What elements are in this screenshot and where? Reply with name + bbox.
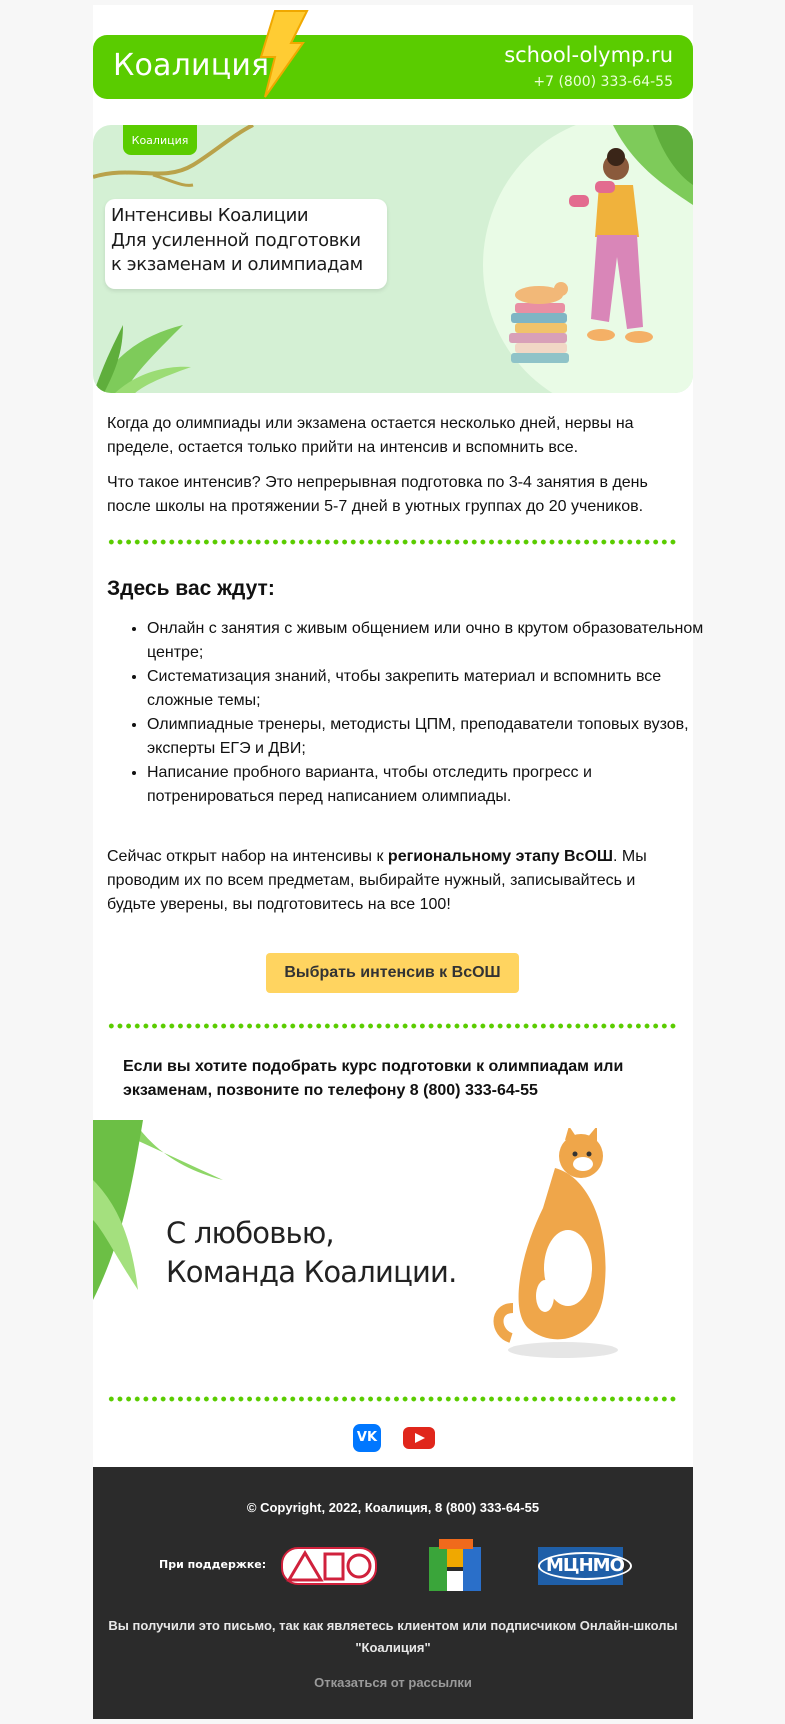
call-to-phone-text: Если вы хотите подобрать курс подготовки к олимпиадам или экзаменам, позвоните по телефону 8 (800) 333-64-55: [123, 1058, 624, 1099]
header-banner: [93, 35, 693, 99]
signoff-line: Команда Коалиции.: [166, 1255, 457, 1289]
intro-paragraph: Что такое интенсив? Это непрерывная подготовка по 3-4 занятия в день после школы на протяжении 5-7 дней в уютных группах до 20 учеников.: [107, 474, 648, 515]
email-body: [93, 5, 704, 1719]
site-link[interactable]: school-olymp.ru: [504, 43, 673, 67]
hero-banner: [93, 125, 693, 393]
choose-intensive-button[interactable]: Выбрать интенсив к ВсОШ: [266, 953, 519, 993]
intro-paragraph: Когда до олимпиады или экзамена остается несколько дней, нервы на пределе, остается только прийти на интенсив и вспомнить все.: [107, 415, 634, 456]
features-list: [107, 617, 707, 809]
social-links: [93, 1424, 693, 1454]
vk-icon[interactable]: VK: [353, 1424, 381, 1452]
cat-illustration: [483, 1128, 633, 1360]
dpo-logo: [281, 1547, 377, 1585]
copyright-text: © Copyright, 2022, Коалиция, 8 (800) 333-64-55: [246, 1500, 540, 1515]
signoff-banner: [93, 1120, 693, 1360]
athlete-illustration: [561, 147, 671, 372]
hero-tag: Коалиция: [123, 125, 197, 155]
lightning-icon: [251, 9, 311, 99]
header-phone[interactable]: +7 (800) 333-64-55: [533, 74, 673, 90]
support-label: При поддержке:: [159, 1558, 267, 1571]
enrollment-highlight: региональному этапу ВсОШ: [387, 848, 613, 865]
mcnmo-logo-text: МЦНМО: [538, 1552, 632, 1580]
brand-name: Коалиция: [113, 48, 270, 83]
dotted-divider: [107, 539, 679, 545]
enrollment-text: . Мы проводим их по всем предметам, выбирайте нужный, записывайтесь и будьте уверены, вы подготовитесь на все 100!: [107, 848, 647, 913]
institute-logo: [427, 1537, 483, 1593]
mcnmo-logo: [538, 1547, 623, 1585]
plant-illustration: [93, 285, 193, 393]
features-heading: Здесь вас ждут:: [107, 577, 275, 600]
subscription-notice: Вы получили это письмо, так как являетесь клиентом или подписчиком Онлайн-школы "Коалиция": [108, 1618, 678, 1655]
footer: [93, 1467, 693, 1719]
enrollment-text: Сейчас открыт набор на интенсивы к: [107, 848, 388, 865]
hero-title-line: Для усиленной подготовки: [111, 230, 361, 251]
dotted-divider: [107, 1396, 679, 1402]
dotted-divider: [107, 1023, 679, 1029]
enrollment-paragraph: [107, 845, 679, 917]
list-item: • Систематизация знаний, чтобы закрепить материал и вспомнить все сложные темы;: [147, 665, 707, 713]
list-item: • Онлайн с занятия с живым общением или очно в крутом образовательном центре;: [147, 617, 707, 665]
youtube-icon[interactable]: [403, 1427, 435, 1449]
list-item: • Написание пробного варианта, чтобы отследить прогресс и потренироваться перед написанием олимпиады.: [147, 761, 707, 809]
hero-title-line: к экзаменам и олимпиадам: [111, 254, 363, 275]
list-item: • Олимпиадные тренеры, методисты ЦПМ, преподаватели топовых вузов, эксперты ЕГЭ и ДВИ;: [147, 713, 707, 761]
hero-title-card: [105, 199, 387, 289]
signoff-line: С любовью,: [166, 1216, 334, 1250]
hero-title-line: Интенсивы Коалиции: [111, 205, 309, 226]
unsubscribe-link[interactable]: Отказаться от рассылки: [314, 1675, 472, 1690]
